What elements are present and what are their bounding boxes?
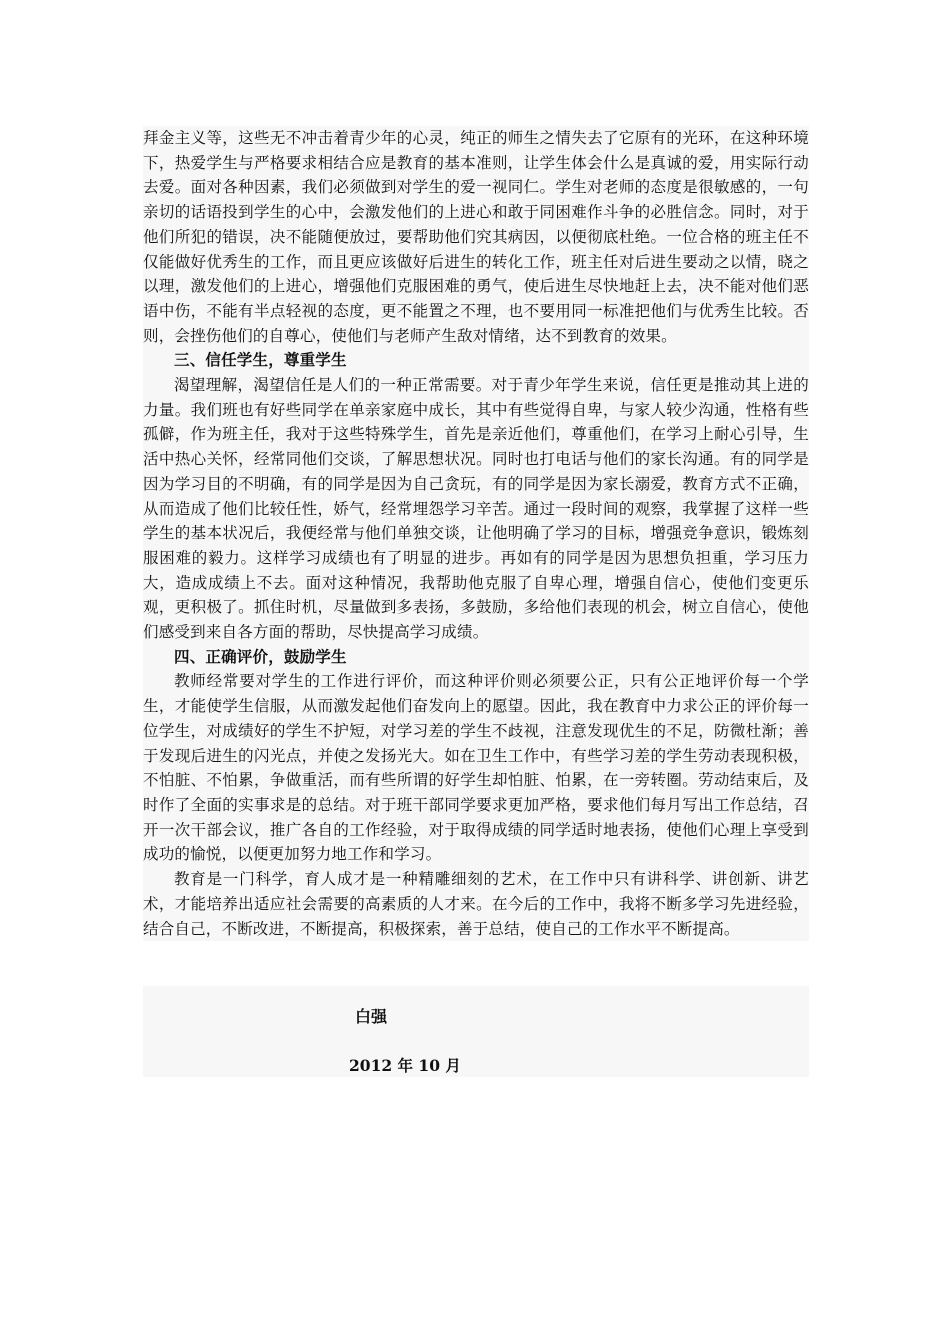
paragraph-section-4: 教师经常要对学生的工作进行评价，而这种评价则必须要公正，只有公正地评价每一个学生，才能使学生信服，从而激发起他们奋发向上的愿望。因此，我在教育中力求公正的评价每一位学生，对成绩好的学生不护短，对学习差的学生不歧视，注意发现优生的不足，防微杜渐；善于发现后进生的闪光点，并使之发扬光大。如在卫生工作中，有些学习差的学生劳动表现积极，不怕脏、不怕累，争做重活，而有些所谓的好学生却怕脏、怕累，在一旁转圈。劳动结束后，及时作了全面的实事求是的总结。对于班干部同学要求更加严格，要求他们每月写出工作总结，召开一次干部会议，推广各自的工作经验，对于取得成绩的同学适时地表扬，使他们心理上享受到成功的愉悦，以便更加努力地工作和学习。 — [143, 672, 809, 864]
document-date: 2012 年 10 月 — [349, 1056, 461, 1075]
section-heading-4: 四、正确评价，鼓励学生 — [174, 646, 347, 666]
section-heading-3: 三、信任学生，尊重学生 — [174, 350, 347, 370]
signature-block — [143, 986, 809, 1077]
paragraph-conclusion: 教育是一门科学，育人成才是一种精雕细刻的艺术，在工作中只有讲科学、讲创新、讲艺术，才能培养出适应社会需要的高素质的人才来。在今后的工作中，我将不断多学习先进经验，结合自己，不断改进，不断提高，积极探索，善于总结，使自己的工作水平不断提高。 — [143, 870, 809, 938]
paragraph-section-3: 渴望理解，渴望信任是人们的一种正常需要。对于青少年学生来说，信任更是推动其上进的力量。我们班也有好些同学在单亲家庭中成长，其中有些觉得自卑，与家人较少沟通，性格有些孤僻，作为班主任，我对于这些特殊学生，首先是亲近他们，尊重他们，在学习上耐心引导，生活中热心关怀，经常同他们交谈，了解思想状况。同时也打电话与他们的家长沟通。有的同学是因为学习目的不明确，有的同学是因为自己贪玩，有的同学是因为家长溺爱，教育方式不正确，从而造成了他们比较任性，娇气，经常埋怨学习辛苦。通过一段时间的观察，我掌握了这样一些学生的基本状况后，我便经常与他们单独交谈，让他明确了学习的目标，增强竞争意识，锻炼刻服困难的毅力。这样学习成绩也有了明显的进步。再如有的同学是因为思想负担重，学习压力大，造成成绩上不去。面对这种情况，我帮助他克服了自卑心理，增强自信心，使他们变更乐观，更积极了。抓住时机，尽量做到多表扬，多鼓励，多给他们表现的机会，树立自信心，使他们感受到来自各方面的帮助，尽快提高学习成绩。 — [143, 376, 809, 642]
author-name: 白强 — [355, 1007, 388, 1026]
paragraph-continuation: 拜金主义等，这些无不冲击着青少年的心灵，纯正的师生之情失去了它原有的光环，在这种环境下，热爱学生与严格要求相结合应是教育的基本准则，让学生体会什么是真诚的爱，用实际行动去爱。面对各种因素，我们必须做到对学生的爱一视同仁。学生对老师的态度是很敏感的，一句亲切的话语投到学生的心中，会激发他们的上进心和敢于同困难作斗争的必胜信念。同时，对于他们所犯的错误，决不能随便放过，要帮助他们究其病因，以便彻底杜绝。一位合格的班主任不仅能做好优秀生的工作，而且更应该做好后进生的转化工作，班主任对后进生要动之以情，晓之以理，激发他们的上进心，增强他们克服困难的勇气，使后进生尽快地赶上去，决不能对他们恶语中伤，不能有半点轻视的态度，更不能置之不理，也不要用同一标准把他们与优秀生比较。否则，会挫伤他们的自尊心，使他们与老师产生敌对情绪，达不到教育的效果。 — [143, 129, 809, 345]
document-body — [143, 126, 809, 941]
